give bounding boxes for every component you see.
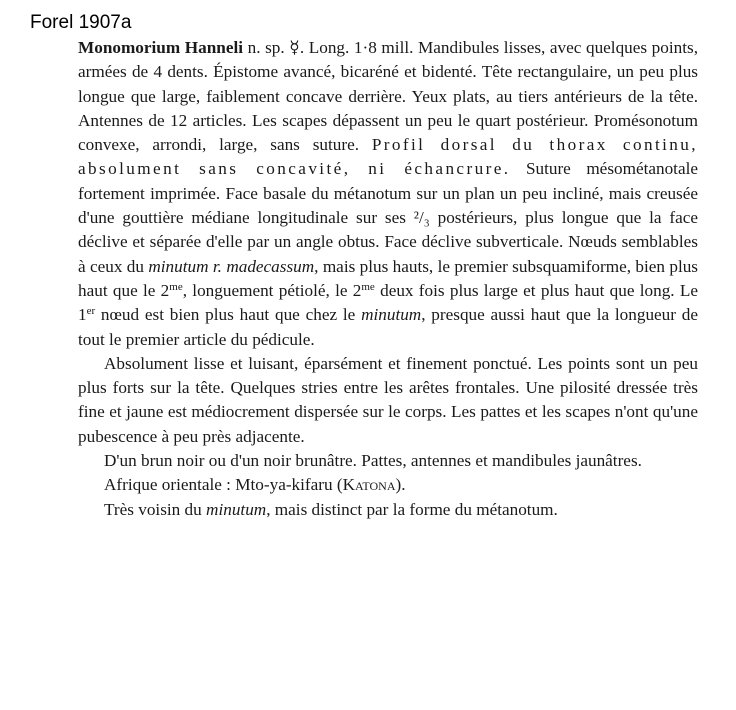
text-run: deux fois plus large et plus haut que long. Le 1	[78, 280, 699, 325]
italic-taxon: minutum r. madecassum	[148, 256, 315, 276]
italic-taxon: minutum	[361, 305, 422, 325]
text-run: ).	[395, 475, 406, 495]
text-run: n. sp. ☿. Long. 1·8 mill. Mandibules lisses, avec quelques points, armées de 4 dents. Épistome avancé, bicaréné et bidenté. Tête rectangulaire, un peu plus longue que large, faiblement concave derrière. Yeux plats, au tiers antérieurs de la tête. Antennes de 12 articles. Les scapes dépassent un peu le quart postérieur. Promésonotum convexe, arrondi, large, sans suture.	[78, 38, 699, 155]
text-run: Très voisin du	[104, 499, 207, 519]
paragraph-morphology	[78, 36, 698, 352]
superscript: er	[86, 305, 96, 318]
text-run: , longuement pétiolé, le 2	[182, 280, 362, 300]
superscript: me	[169, 280, 183, 293]
spaced-emphasis: Profil dorsal du thorax continu, absolument sans concavité, ni échancrure.	[78, 135, 698, 179]
species-name: Monomorium Hanneli	[78, 38, 244, 57]
text-run: nœud est bien plus haut que chez le	[95, 305, 362, 325]
citation-label: Forel 1907a	[30, 12, 132, 33]
paragraph-color: D'un brun noir ou d'un noir brunâtre. Pattes, antennes et mandibules jaunâtres.	[104, 451, 642, 471]
text-run: Suture mésométanotale fortement imprimée. Face basale du métanotum sur un plan un peu incliné, mais creusée d'une gouttière médiane longitudinale sur ses ²/₃ postérieurs, plus longue que la face déclive et séparée d'elle par un angle obtus. Face déclive subverticale. Nœuds semblables à ceux du	[78, 159, 698, 276]
text-run: Afrique orientale : Mto-ya-kifaru (	[104, 475, 343, 495]
species-description	[78, 36, 698, 522]
text-run: , mais plus hauts, le premier subsquamiforme, bien plus haut que le 2	[78, 256, 698, 300]
text-run: , mais distinct par la forme du métanotum.	[266, 499, 558, 519]
superscript: me	[361, 280, 375, 293]
paragraph-sculpture: Absolument lisse et luisant, éparsément et finement ponctué. Les points sont un peu plus forts sur la tête. Quelques stries entre les arêtes frontales. Une pilosité dressée très fine et jaune est médiocrement dispersée sur le corps. Les pattes et les scapes n'ont qu'une pubescence à peu près adjacente.	[78, 353, 698, 446]
paragraph-affinity	[78, 498, 698, 522]
italic-taxon: minutum	[206, 499, 267, 519]
collector-name: Katona	[342, 475, 396, 495]
paragraph-locality	[78, 473, 698, 497]
text-run: , presque aussi haut que la longueur de tout le premier article du pédicule.	[78, 305, 698, 349]
